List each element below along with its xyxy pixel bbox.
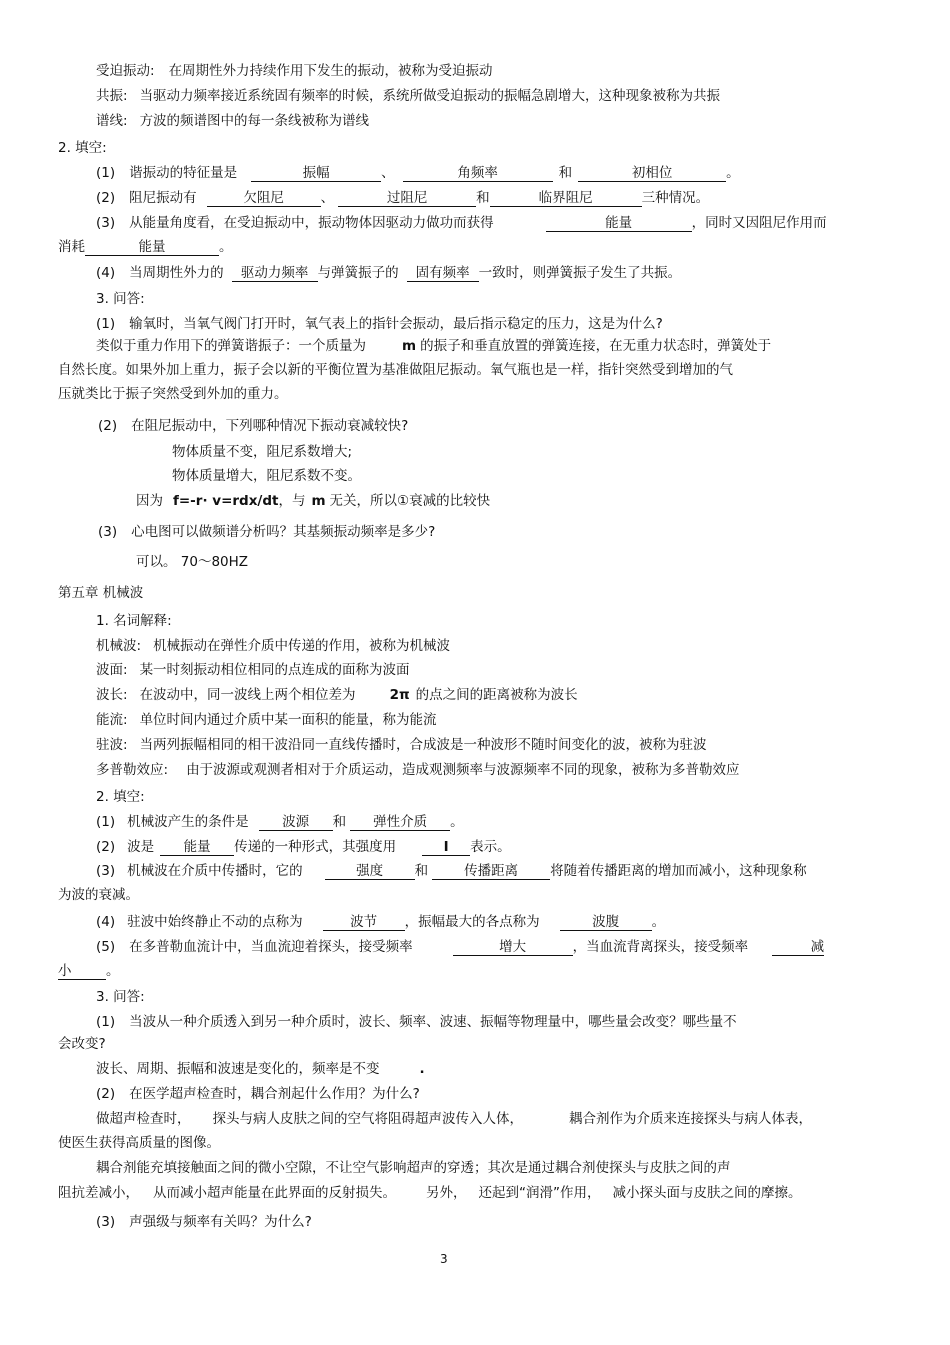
blank-answer: 能量 [85,239,219,256]
blank-answer: 能量 [160,839,234,856]
answer-text: . [419,1061,425,1077]
question-1 [96,1013,737,1031]
item-number: (5) [96,939,116,955]
fill-item-3-cont: 为波的衰减。 [58,887,139,903]
term: 能流: [96,712,128,728]
item-text: 、 [320,190,335,206]
item-text: 传递的一种形式，其强度用 [234,839,397,855]
item-text: 波是 [127,839,155,855]
answer-text: 耦合剂作为介质来连接探头与病人体表， [569,1111,812,1127]
fill-item-3 [96,214,827,232]
answer-text: 类似于重力作用下的弹簧谐振子：一个质量为 [96,338,366,354]
definition-wavefront [96,661,410,679]
answer-text: 从而减小超声能量在此界面的反射损失。 [153,1185,396,1201]
formula: f=-r· v=rdx/dt [173,493,279,509]
answer-text: 还起到“润滑”作用， [478,1185,601,1201]
question-text: 在医学超声检查时，耦合剂起什么作用？为什么? [129,1086,420,1102]
item-number: (2) [96,839,116,855]
term: 谱线: [96,113,128,129]
item-text: 。 [219,239,233,255]
answer-text: 因为 [136,493,163,509]
question-text: 输氧时，当氧气阀门打开时，氧气表上的指针会振动，最后指示稳定的压力，这是为什么? [129,316,663,332]
fill-item-1 [96,813,464,831]
answer-text: 阻抗差减小， [58,1185,139,1201]
item-text: 将随着传播距离的增加而减小，这种现象称 [550,863,807,879]
item-text: 。 [726,165,740,181]
section-heading-terms: 1. 名词解释: [96,613,172,629]
question-text: 当波从一种介质透入到另一种介质时，波长、频率、波速、振幅等物理量中，哪些量会改变？哪些量不 [129,1014,737,1030]
item-text: 。 [450,814,464,830]
blank-answer: 波节 [323,914,405,931]
answer-text: 另外， [426,1185,467,1201]
section-heading-fill: 2. 填空: [58,140,107,156]
question-3 [96,1213,312,1231]
definition-text: 在波动中，同一波线上两个相位差为 [139,687,356,703]
section-heading-fill: 2. 填空: [96,789,145,805]
blank-answer: 驱动力频率 [232,265,318,282]
question-2 [96,1085,420,1103]
question-3 [98,523,435,541]
answer-text: 做超声检查时， [96,1111,191,1127]
blank-answer: 小 [58,963,106,980]
definition-text: 由于波源或观测者相对于介质运动，造成观测频率与波源频率不同的现象，被称为多普勒效应 [186,762,740,778]
definition-wavelength [96,686,578,704]
item-number: (3) [98,524,118,540]
answer-text: 的振子和垂直放置的弹簧连接，在无重力状态时，弹簧处于 [420,338,772,354]
answer-line: 自然长度。如果外加上重力，振子会以新的平衡位置为基准做阻尼振动。氧气瓶也是一样，指针突然受到增加的气 [58,362,733,378]
term: 受迫振动: [96,63,155,79]
item-text: 从能量角度看，在受迫振动中，振动物体因驱动力做功而获得 [129,215,494,231]
answer-line [96,1110,812,1128]
item-number: (1) [96,316,116,332]
item-number: (4) [96,914,116,930]
item-text: 谐振动的特征量是 [129,165,238,181]
definition-energy-flow [96,711,437,729]
answer-text: m [402,338,417,354]
definition-standing-wave [96,736,707,754]
fill-item-1 [96,164,740,182]
item-number: (3) [96,1214,116,1230]
answer-line [58,1184,802,1202]
item-text: 机械波在介质中传播时，它的 [127,863,303,879]
page-number: 3 [440,1252,448,1266]
blank-answer: 弹性介质 [350,814,450,831]
definition-text: 机械振动在弹性介质中传递的作用，被称为机械波 [153,638,451,654]
item-text: 、 [381,165,395,181]
answer-line [136,492,490,510]
blank-answer: 欠阻尼 [207,190,321,207]
definition-text: 当驱动力频率接近系统固有频率的时候，系统所做受迫振动的振幅急剧增大，这种现象被称为共振 [139,88,721,104]
term: 多普勒效应: [96,762,169,778]
answer-text: m [311,493,326,509]
question-text: 声强级与频率有关吗？为什么? [129,1214,312,1230]
question-text: 在阻尼振动中，下列哪种情况下振动衰减较快? [131,418,409,434]
definition-spectral-line [96,112,369,130]
fill-item-4 [96,913,665,931]
answer-text: ，与 [278,493,306,509]
fill-item-2 [96,838,511,856]
blank-answer: 波腹 [560,914,652,931]
question-1 [96,315,663,333]
answer-line: 压就类比于振子突然受到外加的重力。 [58,386,288,402]
item-text: 和 [332,814,347,830]
definition-text: 单位时间内通过介质中某一面积的能量，称为能流 [139,712,437,728]
item-text: ，振幅最大的各点称为 [404,914,540,930]
item-number: (3) [96,863,116,879]
item-number: (2) [96,1086,116,1102]
blank-answer: 传播距离 [432,863,550,880]
blank-answer: 过阻尼 [338,190,476,207]
item-number: (1) [96,814,116,830]
definition-resonance [96,87,720,105]
blank-answer: 能量 [546,215,692,232]
fill-item-3 [96,862,807,880]
definition-forced-vibration [96,62,493,80]
definition-text: 当两列振幅相同的相干波沿同一直线传播时，合成波是一种波形不随时间变化的波，被称为驻波 [139,737,707,753]
answer-text: 减小探头面与皮肤之间的摩擦。 [612,1185,802,1201]
fill-item-2 [96,189,709,207]
definition-text: 2π [389,687,410,703]
term: 波面: [96,662,128,678]
answer-line: 可以。 70～80HZ [136,554,249,570]
definition-doppler [96,761,740,779]
blank-answer: 初相位 [578,165,726,182]
item-number: (1) [96,1014,116,1030]
fill-item-4 [96,264,681,282]
item-text: 表示。 [470,839,511,855]
definition-text: 方波的频谱图中的每一条线被称为谱线 [139,113,370,129]
item-text: 一致时，则弹簧振子发生了共振。 [478,265,682,281]
blank-answer: 强度 [325,863,415,880]
question-text: 心电图可以做频谱分析吗？其基频振动频率是多少? [131,524,436,540]
blank-answer: 临界阻尼 [490,190,642,207]
answer-line [96,337,771,355]
item-text: 和 [558,165,573,181]
item-number: (3) [96,215,116,231]
item-text: ，同时又因阻尼作用而 [691,215,827,231]
definition-text: 在周期性外力持续作用下发生的振动，被称为受迫振动 [168,63,493,79]
item-text: 机械波产生的条件是 [127,814,249,830]
definition-text: 的点之间的距离被称为波长 [415,687,578,703]
section-heading-qa: 3. 问答: [96,989,145,1005]
blank-answer: 固有频率 [407,265,479,282]
answer-line: 使医生获得高质量的图像。 [58,1135,220,1151]
item-text: 在多普勒血流计中，当血流迎着探头，接受频率 [129,939,413,955]
blank-answer: 减 [772,939,824,956]
item-text: 。 [106,963,120,979]
term: 波长: [96,687,128,703]
fill-item-3-cont [58,238,233,256]
blank-answer: 波源 [259,814,333,831]
item-text: 三种情况。 [641,190,710,206]
fill-item-5-cont [58,962,120,980]
item-text: 和 [414,863,429,879]
term: 机械波: [96,638,142,654]
item-text: 阻尼振动有 [129,190,197,206]
option-1: 物体质量不变，阻尼系数增大; [172,444,353,460]
blank-answer: I [422,839,470,856]
blank-answer: 角频率 [403,165,553,182]
answer-text: 探头与病人皮肤之间的空气将阻碍超声波传入人体， [212,1111,523,1127]
fill-item-5 [96,938,824,956]
option-2: 物体质量增大，阻尼系数不变。 [172,468,361,484]
question-1-cont: 会改变? [58,1036,106,1052]
item-text: 与弹簧振子的 [317,265,399,281]
item-text: 消耗 [58,239,85,255]
definition-mechanical-wave [96,637,450,655]
question-2 [98,417,408,435]
section-heading-qa: 3. 问答: [96,291,145,307]
answer-text: 波长、周期、振幅和波速是变化的，频率是不变 [96,1061,380,1077]
item-text: 当周期性外力的 [129,265,224,281]
item-text: ，当血流背离探头，接受频率 [572,939,749,955]
item-text: 。 [651,914,666,930]
item-number: (2) [96,190,116,206]
answer-line [96,1060,425,1078]
answer-text: 无关，所以①衰减的比较快 [329,493,491,509]
item-text: 和 [476,190,490,206]
definition-text: 某一时刻振动相位相同的点连成的面称为波面 [139,662,410,678]
chapter-title: 第五章 机械波 [58,585,144,601]
item-number: (4) [96,265,116,281]
blank-answer: 振幅 [251,165,381,182]
term: 共振: [96,88,128,104]
item-number: (1) [96,165,116,181]
blank-answer: 增大 [453,939,573,956]
item-number: (2) [98,418,118,434]
answer-line: 耦合剂能充填接触面之间的微小空隙，不让空气影响超声的穿透；其次是通过耦合剂使探头与皮肤之间的声 [96,1160,731,1176]
item-text: 驻波中始终静止不动的点称为 [127,914,303,930]
term: 驻波: [96,737,128,753]
